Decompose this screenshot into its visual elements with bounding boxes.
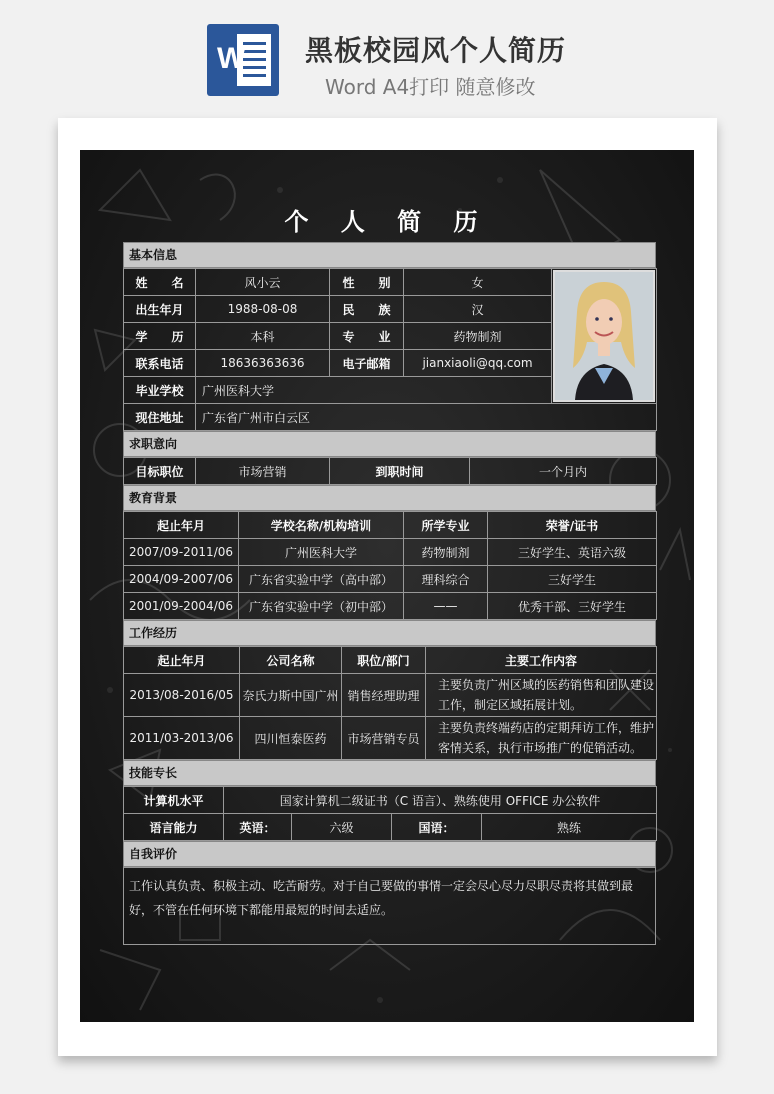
self-evaluation-text: 工作认真负责、积极主动、吃苦耐劳。对于自己要做的事情一定会尽心尽力尽职尽责将其做到最好，不管在任何环境下都能用最短的时间去适应。 xyxy=(123,867,656,945)
section-job-intent: 求职意向 xyxy=(123,431,656,457)
birth-value: 1988-08-08 xyxy=(196,296,330,323)
work-header-company: 公司名称 xyxy=(240,647,342,674)
table-row xyxy=(124,717,657,760)
section-work-experience: 工作经历 xyxy=(123,620,656,646)
work-content: 主要负责终端药店的定期拜访工作，维护客情关系，执行市场推广的促销活动。 xyxy=(426,717,657,760)
computer-level-value: 国家计算机二级证书（C 语言）、熟练使用 OFFICE 办公软件 xyxy=(224,787,657,814)
section-basic-info: 基本信息 xyxy=(123,242,656,268)
edu-honors: 三好学生、英语六级 xyxy=(488,539,657,566)
resume-body xyxy=(123,242,656,945)
education-table xyxy=(123,511,657,620)
edu-honors: 优秀干部、三好学生 xyxy=(488,593,657,620)
edu-school: 广州医科大学 xyxy=(239,539,404,566)
work-position: 销售经理助理 xyxy=(342,674,426,717)
email-label: 电子邮箱 xyxy=(330,350,404,377)
work-table xyxy=(123,646,657,760)
email-value: jianxiaoli@qq.com xyxy=(404,350,552,377)
work-header-content: 主要工作内容 xyxy=(426,647,657,674)
portrait-illustration xyxy=(555,272,653,400)
phone-value: 18636363636 xyxy=(196,350,330,377)
word-icon xyxy=(207,24,279,96)
page-title: 黑板校园风个人简历 xyxy=(305,34,567,67)
major-label: 专 业 xyxy=(330,323,404,350)
school-value: 广州医科大学 xyxy=(196,377,552,404)
edu-major: —— xyxy=(404,593,488,620)
table-row xyxy=(124,593,657,620)
work-period: 2013/08-2016/05 xyxy=(124,674,240,717)
edu-period: 2001/09-2004/06 xyxy=(124,593,239,620)
gender-value: 女 xyxy=(404,269,552,296)
edu-major: 理科综合 xyxy=(404,566,488,593)
table-row xyxy=(124,566,657,593)
edu-period: 2004/09-2007/06 xyxy=(124,566,239,593)
photo-cell xyxy=(552,269,657,404)
arrival-time-value: 一个月内 xyxy=(470,458,657,485)
skills-table xyxy=(123,786,657,841)
edu-period: 2007/09-2011/06 xyxy=(124,539,239,566)
profile-photo xyxy=(553,270,655,402)
english-label: 英语： xyxy=(224,814,292,841)
basic-info-table xyxy=(123,268,657,431)
english-value: 六级 xyxy=(292,814,392,841)
page-subtitle: Word A4打印 随意修改 xyxy=(325,75,536,99)
table-row xyxy=(124,674,657,717)
education-label: 学 历 xyxy=(124,323,196,350)
section-skills: 技能专长 xyxy=(123,760,656,786)
name-label: 姓 名 xyxy=(124,269,196,296)
work-header-position: 职位/部门 xyxy=(342,647,426,674)
table-row xyxy=(124,539,657,566)
address-value: 广东省广州市白云区 xyxy=(196,404,657,431)
edu-school: 广东省实验中学（初中部） xyxy=(239,593,404,620)
target-position-value: 市场营销 xyxy=(196,458,330,485)
education-value: 本科 xyxy=(196,323,330,350)
target-position-label: 目标职位 xyxy=(124,458,196,485)
address-label: 现住地址 xyxy=(124,404,196,431)
work-company: 奈氏力斯中国广州 xyxy=(240,674,342,717)
section-education: 教育背景 xyxy=(123,485,656,511)
computer-level-label: 计算机水平 xyxy=(124,787,224,814)
word-w-letter: W xyxy=(217,42,246,75)
work-period: 2011/03-2013/06 xyxy=(124,717,240,760)
nation-value: 汉 xyxy=(404,296,552,323)
edu-header-period: 起止年月 xyxy=(124,512,239,539)
chalkboard xyxy=(80,150,694,1022)
edu-header-major: 所学专业 xyxy=(404,512,488,539)
phone-label: 联系电话 xyxy=(124,350,196,377)
resume-title: 个 人 简 历 xyxy=(284,208,490,236)
birth-label: 出生年月 xyxy=(124,296,196,323)
work-company: 四川恒泰医药 xyxy=(240,717,342,760)
mandarin-label: 国语： xyxy=(392,814,482,841)
nation-label: 民 族 xyxy=(330,296,404,323)
edu-header-honors: 荣誉/证书 xyxy=(488,512,657,539)
arrival-time-label: 到职时间 xyxy=(330,458,470,485)
edu-header-school: 学校名称/机构培训 xyxy=(239,512,404,539)
edu-school: 广东省实验中学（高中部） xyxy=(239,566,404,593)
gender-label: 性 别 xyxy=(330,269,404,296)
major-value: 药物制剂 xyxy=(404,323,552,350)
language-ability-label: 语言能力 xyxy=(124,814,224,841)
intent-table xyxy=(123,457,657,485)
edu-major: 药物制剂 xyxy=(404,539,488,566)
mandarin-value: 熟练 xyxy=(482,814,657,841)
name-value: 风小云 xyxy=(196,269,330,296)
edu-honors: 三好学生 xyxy=(488,566,657,593)
work-position: 市场营销专员 xyxy=(342,717,426,760)
work-content: 主要负责广州区域的医药销售和团队建设工作，制定区域拓展计划。 xyxy=(426,674,657,717)
work-header-period: 起止年月 xyxy=(124,647,240,674)
school-label: 毕业学校 xyxy=(124,377,196,404)
section-self-evaluation: 自我评价 xyxy=(123,841,656,867)
